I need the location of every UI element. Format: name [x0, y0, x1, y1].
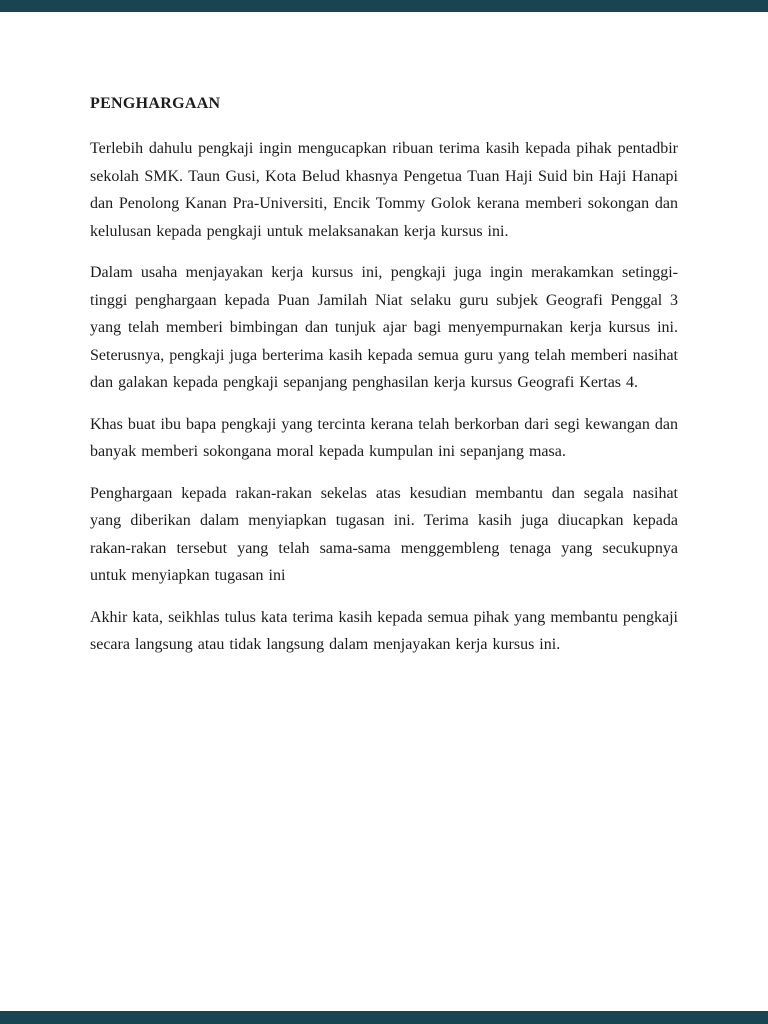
document-page — [0, 12, 768, 1011]
paragraph-2: Dalam usaha menjayakan kerja kursus ini, pengkaji juga ingin merakamkan setinggi-tinggi penghargaan kepada Puan Jamilah Niat selaku guru subjek Geografi Penggal 3 yang telah memberi bimbingan dan tunjuk ajar bagi menyempurnakan kerja kursus ini. Seterusnya, pengkaji juga berterima kasih kepada semua guru yang telah memberi nasihat dan galakan kepada pengkaji sepanjang penghasilan kerja kursus Geografi Kertas 4. — [90, 264, 678, 391]
paragraph-3: Khas buat ibu bapa pengkaji yang tercinta kerana telah berkorban dari segi kewangan dan banyak memberi sokongana moral kepada kumpulan ini sepanjang masa. — [90, 415, 678, 460]
paragraph-5: Akhir kata, seikhlas tulus kata terima kasih kepada semua pihak yang membantu pengkaji secara langsung atau tidak langsung dalam menjayakan kerja kursus ini. — [90, 608, 678, 653]
viewer-bottom-bar — [0, 1011, 768, 1024]
page-title: PENGHARGAAN — [90, 95, 221, 112]
paragraph-1: Terlebih dahulu pengkaji ingin mengucapkan ribuan terima kasih kepada pihak pentadbir sekolah SMK. Taun Gusi, Kota Belud khasnya Pengetua Tuan Haji Suid bin Haji Hanapi dan Penolong Kanan Pra-Universiti, Encik Tommy Golok kerana memberi sokongan dan kelulusan kepada pengkaji untuk melaksanakan kerja kursus ini. — [90, 140, 678, 240]
viewer-top-bar — [0, 0, 768, 12]
paragraph-4: Penghargaan kepada rakan-rakan sekelas atas kesudian membantu dan segala nasihat yang diberikan dalam menyiapkan tugasan ini. Terima kasih juga diucapkan kepada rakan-rakan tersebut yang telah sama-sama menggembleng tenaga yang secukupnya untuk menyiapkan tugasan ini — [90, 484, 678, 584]
